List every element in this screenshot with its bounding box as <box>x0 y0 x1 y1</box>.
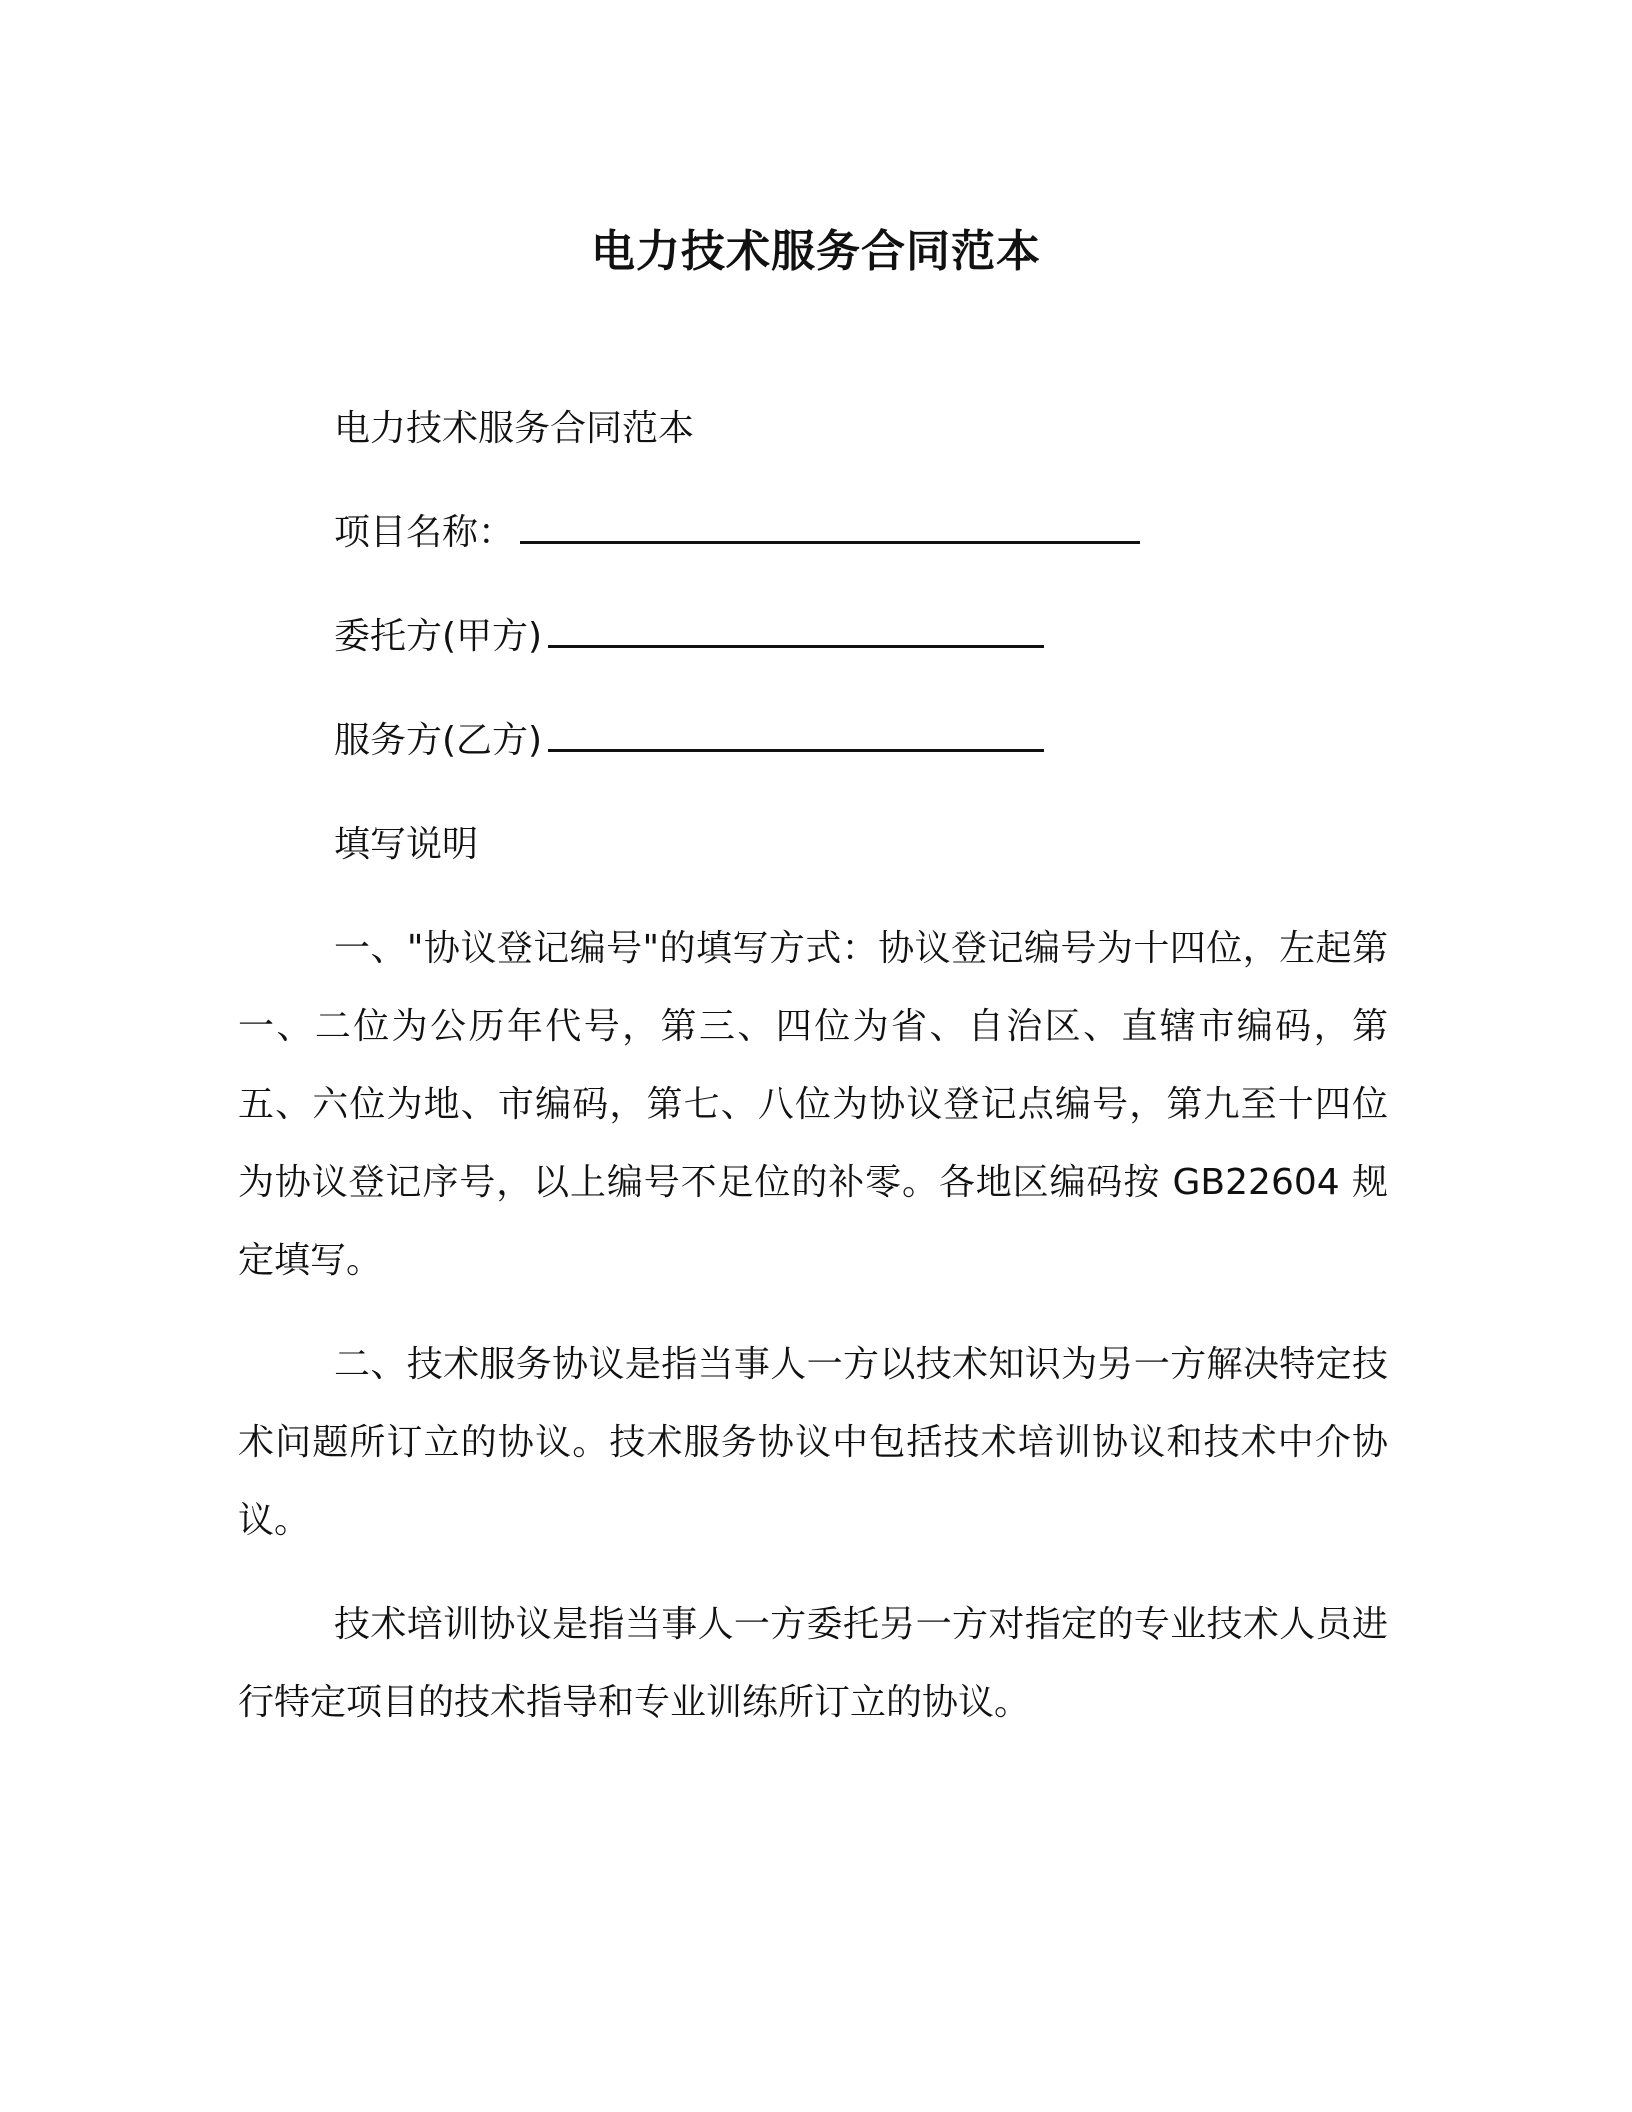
instruction-paragraph-2: 二、技术服务协议是指当事人一方以技术知识为另一方解决特定技术问题所订立的协议。技术服务协议中包括技术培训协议和技术中介协议。 <box>238 1344 1388 1541</box>
project-name-blank[interactable] <box>520 507 1140 544</box>
document-body <box>238 390 1388 1768</box>
provider-label: 服务方(乙方) <box>334 720 543 761</box>
instruction-paragraph-1: 一、"协议登记编号"的填写方式：协议登记编号为十四位，左起第一、二位为公历年代号，第三、四位为省、自治区、直辖市编码，第五、六位为地、市编码，第七、八位为协议登记点编号，第九至十四位为协议登记序号，以上编号不足位的补零。各地区编码按 GB22604 规定填写。 <box>238 928 1388 1281</box>
document-title: 电力技术服务合同范本 <box>591 226 1041 277</box>
project-name-field <box>238 494 1388 572</box>
client-field <box>238 598 1388 676</box>
instructions-heading: 填写说明 <box>334 824 479 865</box>
project-name-label: 项目名称： <box>334 512 515 553</box>
instruction-paragraph-3: 技术培训协议是指当事人一方委托另一方对指定的专业技术人员进行特定项目的技术指导和专业训练所订立的协议。 <box>238 1604 1388 1723</box>
client-blank[interactable] <box>548 611 1044 648</box>
subtitle: 电力技术服务合同范本 <box>334 408 695 449</box>
provider-field <box>238 702 1388 780</box>
provider-blank[interactable] <box>548 715 1044 752</box>
client-label: 委托方(甲方) <box>334 616 543 657</box>
